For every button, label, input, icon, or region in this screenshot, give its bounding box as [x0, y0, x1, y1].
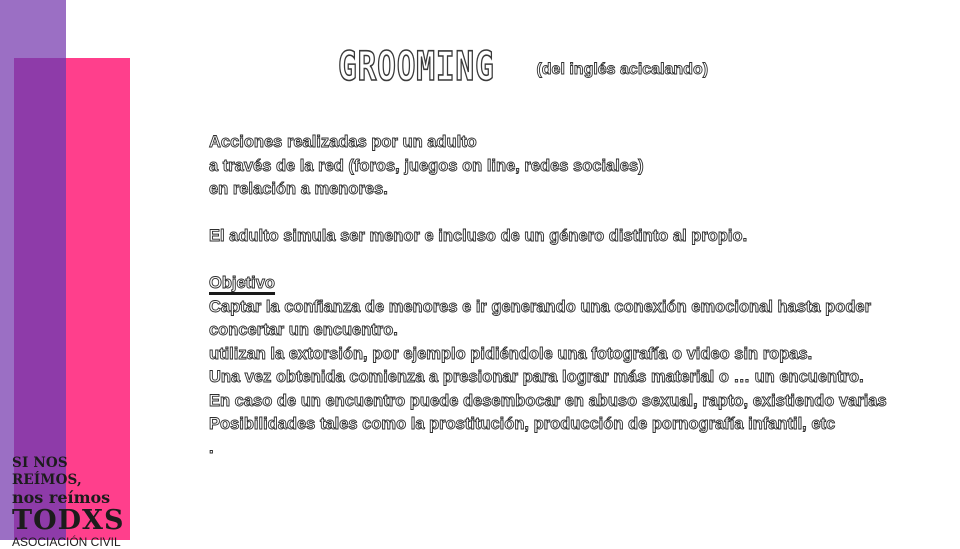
logo-line-3: TODXS: [12, 505, 125, 536]
organization-logo: [12, 455, 140, 549]
body-line: a través de la red (foros, juegos on line, redes sociales): [209, 156, 644, 175]
logo-line-1: SI NOS REÍMOS,: [12, 455, 82, 488]
body-line: Acciones realizadas por un adulto: [209, 133, 477, 151]
logo-line-4: ASOCIACIÓN CIVIL: [12, 535, 121, 549]
body-line: Captar la confianza de menores e ir generando una conexión emocional hasta poder: [209, 297, 871, 316]
logo-line-2: nos reímos: [12, 488, 111, 507]
body-line: .: [209, 438, 214, 457]
title-subtitle: (del inglés acicalando): [536, 61, 709, 78]
paragraph-gap: [209, 249, 929, 273]
objective-heading-row: [209, 272, 929, 296]
slide-body: [209, 131, 929, 460]
title-main: GROOMING: [338, 44, 495, 90]
objective-heading: Objetivo: [209, 274, 276, 292]
body-line: En caso de un encuentro puede desembocar en abuso sexual, rapto, existiendo varias: [209, 391, 887, 410]
body-line: El adulto simula ser menor e incluso de un género distinto al propio.: [209, 227, 748, 245]
body-line: concertar un encuentro.: [209, 321, 398, 339]
slide-title: [338, 44, 708, 90]
paragraph-gap: [209, 202, 929, 226]
body-line: Posibilidades tales como la prostitución, producción de pornografía infantil, etc: [209, 415, 836, 433]
body-line: Una vez obtenida comienza a presionar para lograr más material o … un encuentro.: [209, 368, 864, 386]
body-line: utilizan la extorsión, por ejemplo pidiéndole una fotografía o video sin ropas.: [209, 344, 813, 363]
body-line: en relación a menores.: [209, 180, 388, 198]
